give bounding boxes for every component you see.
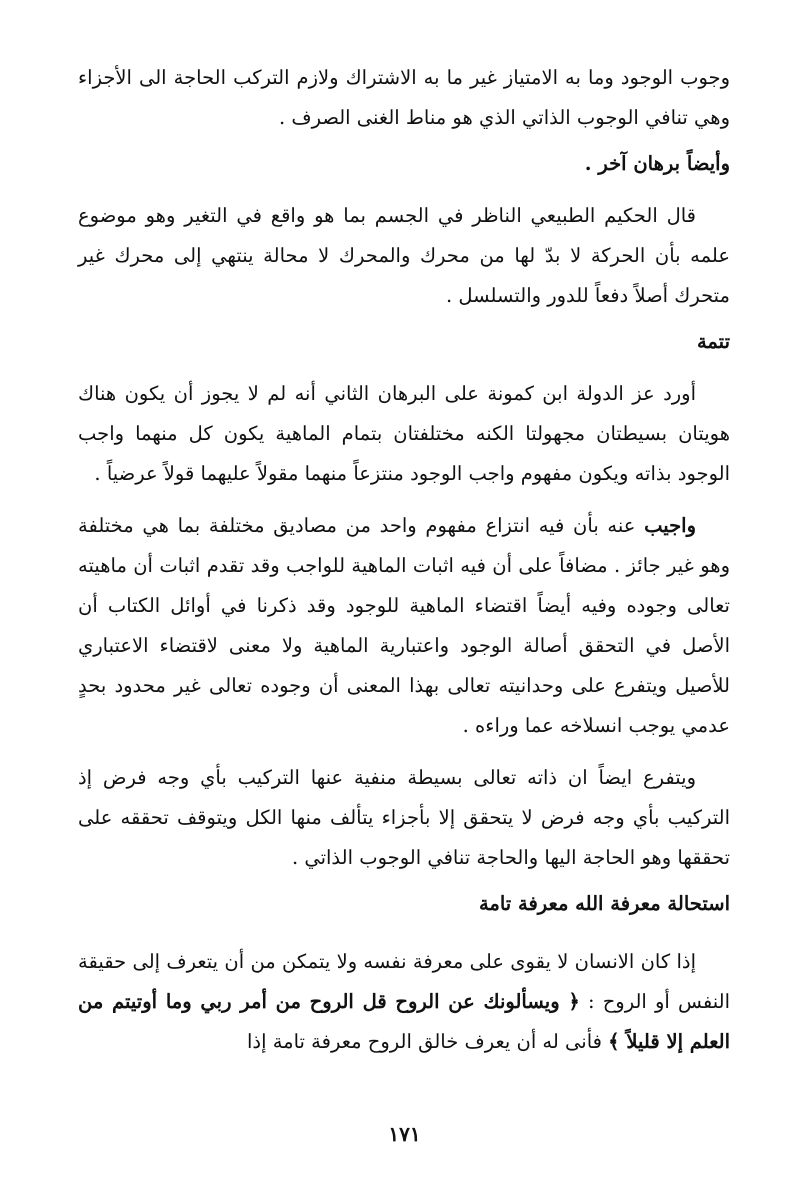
reply-text: عنه بأن فيه انتزاع مفهوم واحد من مصاديق مختلفة بما هي مختلفة وهو غير جائز . مضافاً على أن فيه اثبات الماهية للواجب وقد تقدم اثبات أن ماهيته تعالى وجوده وفيه أيضاً اقتضاء الماهية للوجود وقد ذكرنا في أوائل الكتاب أن الأصل في التحقق أصالة الوجود واعتبارية الماهية ولا معنى لاقتضاء الاعتباري للأصيل ويتفرع على وحدانيته تعالى بهذا المعنى أن وجوده تعالى غير محدود بحدٍ عدمي يوجب انسلاخه عما وراءه . bbox=[78, 514, 730, 737]
paragraph-objection: أورد عز الدولة ابن كمونة على البرهان الثاني أنه لم لا يجوز أن يكون هناك هويتان بسيطتان مجهولتا الكنه مختلفتان بتمام الماهية يكون كل منهما واجب الوجود بذاته ويكون مفهوم واجب الوجود منتزعاً منهما مقولاً عليهما قولاً عرضياً . bbox=[78, 382, 730, 485]
reply-lead-word: واجيب bbox=[644, 514, 696, 537]
paragraph-continuation: وجوب الوجود وما به الامتياز غير ما به الاشتراك ولازم التركب الحاجة الى الأجزاء وهي تنافي الوجوب الذاتي الذي هو مناط الغنى الصرف . bbox=[78, 66, 730, 129]
heading-supplement: تتمة bbox=[696, 330, 730, 353]
knowing-self-text-a: إذا كان الانسان لا يقوى على معرفة نفسه ولا يتمكن من أن يتعرف إلى حقيقة النفس أو الروح : bbox=[78, 950, 730, 1013]
paragraph-reply bbox=[78, 506, 730, 746]
heading-another-proof: وأيضاً برهان آخر . bbox=[584, 152, 730, 175]
page-number: ١٧١ bbox=[388, 1122, 421, 1146]
quran-quote: ﴿ ويسألونك عن الروح قل الروح من أمر ربي وما أوتيتم من العلم إلا قليلاً ﴾ bbox=[78, 990, 730, 1053]
paragraph-simplicity: ويتفرع ايضاً ان ذاته تعالى بسيطة منفية عنها التركيب بأي وجه فرض إذ التركيب بأي وجه فرض لا يتحقق إلا بأجزاء يتألف منها الكل ويتوقف تحققه على تحققها وهو الحاجة اليها والحاجة تنافي الوجوب الذاتي . bbox=[78, 766, 730, 869]
paragraph-natural-philosopher: قال الحكيم الطبيعي الناظر في الجسم بما هو واقع في التغير وهو موضوع علمه بأن الحركة لا بدّ لها من محرك والمحرك لا محالة ينتهي إلى محرك غير متحرك أصلاً دفعاً للدور والتسلسل . bbox=[78, 204, 730, 307]
paragraph-knowing-self bbox=[78, 942, 730, 1062]
knowing-self-text-b: فأنى له أن يعرف خالق الروح معرفة تامة إذا bbox=[247, 1030, 609, 1053]
page-body bbox=[78, 58, 730, 1062]
heading-impossibility-of-full-knowledge: استحالة معرفة الله معرفة تامة bbox=[478, 892, 730, 915]
